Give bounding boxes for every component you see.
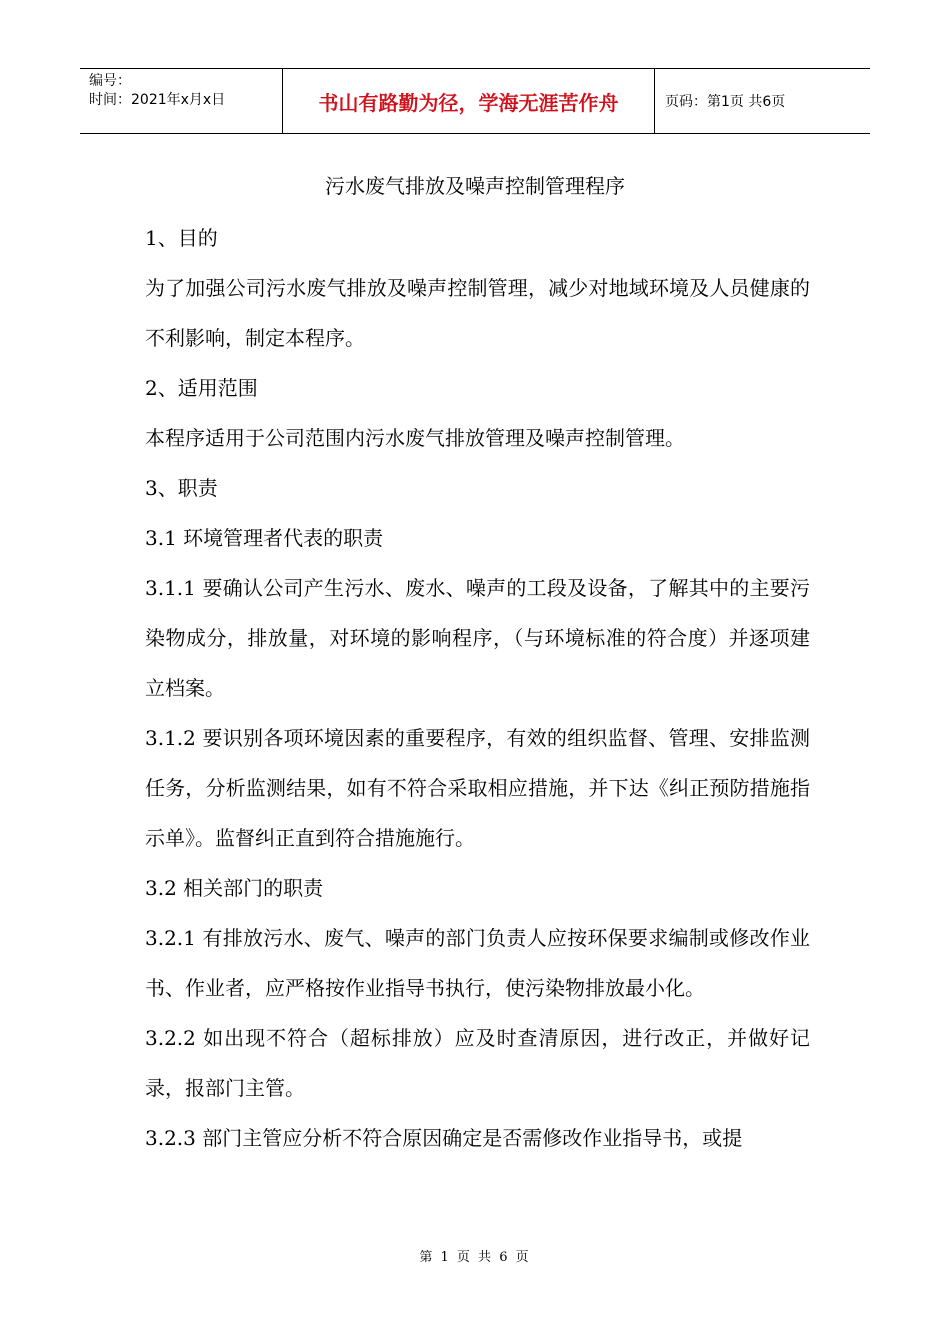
paragraph: 3.2.2 如出现不符合（超标排放）应及时查清原因，进行改正，并做好记录，报部门主管。	[145, 1026, 810, 1100]
subsection-heading: 3.1 环境管理者代表的职责	[145, 526, 384, 550]
paragraph: 本程序适用于公司范围内污水废气排放管理及噪声控制管理。	[145, 426, 685, 450]
document-title: 污水废气排放及噪声控制管理程序	[325, 174, 625, 198]
paragraph: 3.2.3 部门主管应分析不符合原因确定是否需修改作业指导书，或提	[145, 1126, 743, 1150]
page-footer: 第 1 页 共 6 页	[419, 1250, 531, 1265]
paragraph: 为了加强公司污水废气排放及噪声控制管理，减少对地域环境及人员健康的不利影响，制定本程序。	[145, 276, 810, 350]
paragraph: 3.1.2 要识别各项环境因素的重要程序，有效的组织监督、管理、安排监测任务，分析监测结果，如有不符合采取相应措施，并下达《纠正预防措施指示单》。监督纠正直到符合措施施行。	[145, 726, 810, 850]
paragraph: 3.2.1 有排放污水、废气、噪声的部门负责人应按环保要求编制或修改作业书、作业者，应严格按作业指导书执行，使污染物排放最小化。	[145, 926, 810, 1000]
section-heading: 2、适用范围	[145, 376, 258, 400]
header-motto: 书山有路勤为径，学海无涯苦作舟	[283, 69, 655, 133]
section-heading: 1、目的	[145, 226, 218, 250]
date-label: 时间：2021年x月x日	[89, 92, 226, 108]
header-meta	[80, 69, 283, 133]
document-body	[145, 213, 810, 1163]
section-heading: 3、职责	[145, 476, 218, 500]
header-page-info: 页码：第1页 共6页	[665, 94, 786, 110]
number-label: 编号：	[89, 73, 131, 89]
subsection-heading: 3.2 相关部门的职责	[145, 876, 324, 900]
paragraph: 3.1.1 要确认公司产生污水、废水、噪声的工段及设备，了解其中的主要污染物成分，排放量，对环境的影响程序，（与环境标准的符合度）并逐项建立档案。	[145, 576, 810, 700]
document-header	[80, 68, 870, 134]
